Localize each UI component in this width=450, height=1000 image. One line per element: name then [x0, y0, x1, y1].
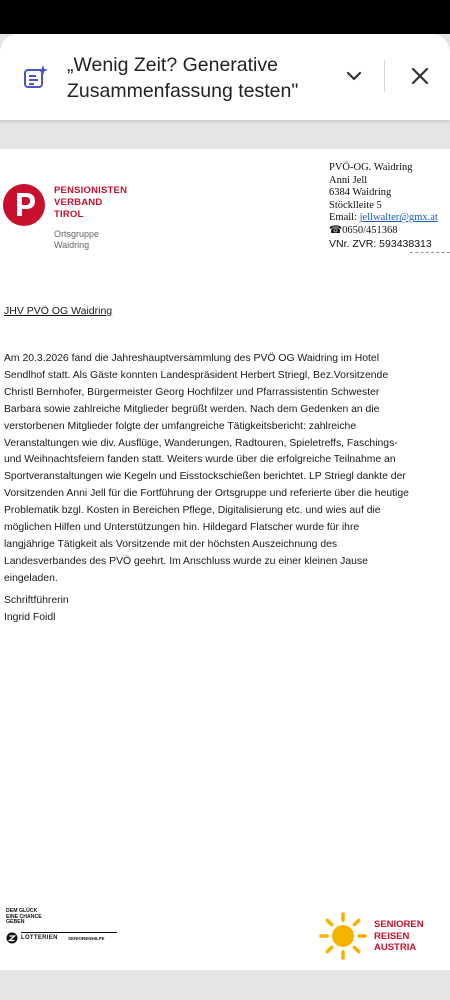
body-line: Landesverbandes des PVÖ geehrt. Im Anschluss wurde zu einer kleinen Jause — [4, 555, 368, 567]
signature-block — [4, 592, 69, 626]
body-line: Sportveranstaltungen wie Kegeln und Eisstockschießen berichtet. LP Striegl dankte der — [4, 471, 406, 483]
email-link[interactable]: jellwalter@gmx.at — [359, 212, 438, 224]
body-line: langjährige Tätigkeit als Vorsitzende mit der höchsten Auszeichnung des — [4, 538, 338, 550]
address-line2: Anni Jell — [329, 174, 368, 186]
logo-line3: TIROL — [54, 209, 84, 220]
address-vnr: VNr. ZVR: 593438313 — [329, 237, 432, 250]
close-icon[interactable] — [408, 64, 432, 88]
lotterien-mark-icon — [6, 932, 18, 944]
body-line: Barbara sowie zahlreiche Mitglieder begrüßt werden. Nach dem Gedenken an die — [4, 403, 380, 415]
header-divider — [410, 252, 450, 253]
sr-line1: SENIOREN — [374, 919, 424, 930]
pvo-logo — [2, 183, 152, 255]
sr-line3: AUSTRIA — [374, 942, 417, 953]
body-line: Vorsitzenden Anni Jell für die Fortführung der Ortsgruppe und referierte über die heutige — [4, 488, 409, 500]
body-line: und Weihnachtsfeiern fanden statt. Weiters wurde über die erfolgreiche Teilnahme an — [4, 454, 396, 466]
banner-divider — [384, 60, 385, 92]
ai-summary-icon — [23, 64, 49, 90]
body-line: Problematik bzgl. Kosten in Bereichen Pflege, Digitalisierung etc. und wies auf die — [4, 505, 381, 517]
body-line: Veranstaltungen wie div. Ausflüge, Wanderungen, Radtouren, Spieletreffs, Faschings- — [4, 437, 398, 449]
body-line: verstorbenen Mitglieder folgte der umfangreiche Tätigkeitsbericht: zahlreiche — [4, 420, 357, 432]
signature-name: Ingrid Foidl — [4, 612, 56, 623]
letter-subject: JHV PVÖ OG Waidring — [4, 305, 113, 317]
ai-summary-banner[interactable] — [0, 34, 450, 120]
sender-address — [329, 162, 438, 250]
letter-body — [4, 351, 446, 588]
body-line: möglichen Hilfen und Unterstützungen hin. Hildegard Flatscher wurde für ihre — [4, 522, 360, 534]
lotterien-slogan — [6, 909, 118, 926]
logo-name — [54, 185, 127, 221]
lotterien-logo — [6, 909, 118, 947]
signature-role: Schriftführerin — [4, 595, 69, 606]
banner-title-line1: „Wenig Zeit? Generative — [67, 54, 278, 76]
logo-line1: PENSIONISTEN — [54, 185, 128, 196]
slogan-line3: GEBEN — [6, 919, 25, 926]
banner-title-line2: Zusammenfassung testen" — [67, 80, 299, 102]
body-line: eingeladen. — [4, 572, 58, 584]
document-page[interactable] — [0, 149, 450, 970]
senioren-reisen-text — [374, 919, 424, 954]
body-line: Sendlhof statt. Als Gäste konnten Landespräsident Herbert Striegl, Bez.Vorsitzende — [4, 369, 389, 381]
senioren-reisen-logo — [318, 911, 448, 959]
address-line4: Stöcklleite 5 — [329, 199, 382, 211]
email-label: Email: — [329, 212, 360, 224]
logo-sub1: Ortsgruppe — [54, 229, 100, 239]
slogan-line1: DEM GLÜCK — [6, 908, 38, 914]
status-bar — [0, 0, 450, 34]
sun-icon — [318, 911, 368, 961]
address-line3: 6384 Waidring — [329, 187, 392, 199]
chevron-down-icon[interactable] — [342, 64, 366, 88]
logo-line2: VERBAND — [54, 197, 103, 208]
body-line: Christl Bernhofer, Bürgermeister Georg Hochfilzer und Pfarrassistentin Schwester — [4, 386, 380, 398]
pvo-logo-mark-icon — [2, 183, 46, 227]
address-phone: ☎0650/451368 — [329, 224, 398, 236]
lotterien-text: LOTTERIEN — [21, 935, 58, 941]
logo-sub2: Waidring — [54, 240, 90, 250]
body-line: Am 20.3.2026 fand die Jahreshauptversammlung des PVÖ OG Waidring im Hotel — [4, 353, 380, 364]
banner-title[interactable] — [67, 52, 298, 104]
lotterien-bar — [6, 929, 118, 947]
sr-line2: REISEN — [374, 930, 410, 942]
logo-subtitle — [54, 229, 99, 251]
address-line1: PVÖ-OG. Waidring — [329, 162, 413, 173]
slogan-line2: EINE CHANCE — [6, 913, 42, 920]
seniorenhilfe-text: SENIORENHILFE — [68, 935, 105, 941]
address-email-row — [329, 212, 438, 225]
